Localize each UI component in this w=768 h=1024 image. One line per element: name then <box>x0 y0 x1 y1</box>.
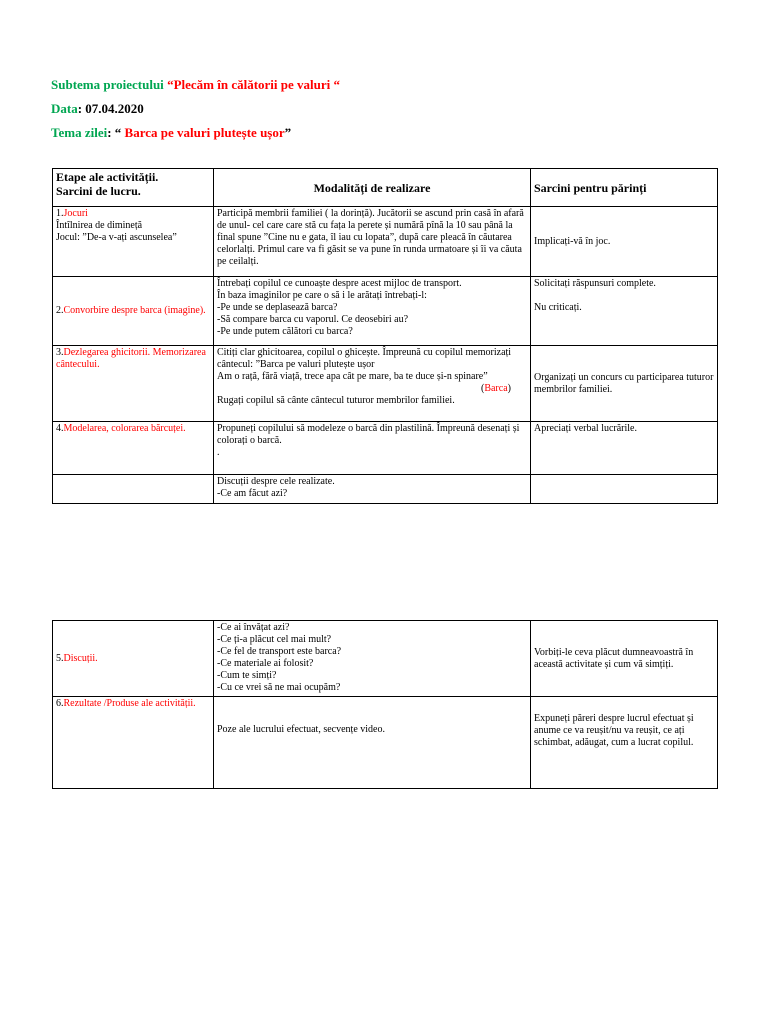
step-number: 6. <box>56 698 64 709</box>
parents-text: Organizați un concurs cu participarea tuturor membrilor familiei. <box>534 371 714 395</box>
step-number: 4. <box>56 423 64 434</box>
header-stages-line1: Etape ale activității. <box>56 170 159 184</box>
date-value: : 07.04.2020 <box>77 101 144 116</box>
methods-line: Discuții despre cele realizate. <box>217 476 335 487</box>
step-number: 2. <box>56 305 64 316</box>
methods-line: -Ce materiale ai folosit? <box>217 658 314 669</box>
methods-end: Rugați copilul să cânte cântecul tuturor membrilor familiei. <box>217 395 455 406</box>
methods-cell <box>214 475 531 504</box>
table-row <box>53 697 718 789</box>
methods-cell <box>214 346 531 422</box>
methods-line: -Cum te simți? <box>217 670 277 681</box>
table-row <box>53 277 718 346</box>
methods-line: -Ce ai învățat azi? <box>217 622 290 633</box>
step-title: Convorbire despre barca (imagine). <box>63 305 206 316</box>
methods-text: Poze ale lucrului efectuat, secvențe video. <box>217 724 385 735</box>
step-detail: Întîlnirea de dimineță <box>56 220 143 231</box>
step-cell <box>53 346 214 422</box>
theme-colon: : “ <box>107 125 125 140</box>
table-row <box>53 207 718 277</box>
step-title: Dezlegarea ghicitorii. Memorizarea cântecului. <box>56 347 206 370</box>
theme-close-quote: ” <box>284 125 292 140</box>
riddle-answer-close: ) <box>507 383 511 394</box>
parents-text: Apreciați verbal lucrările. <box>534 423 637 434</box>
parents-text: Implicați-vă în joc. <box>534 235 611 247</box>
step-number: 3. <box>56 347 64 358</box>
activity-table-1 <box>52 168 718 504</box>
header-stages-line2: Sarcini de lucru. <box>56 184 141 198</box>
subtema-label: Subtema proiectului <box>51 77 168 92</box>
methods-line: -Pe unde putem călători cu barca? <box>217 326 353 337</box>
step-title: Discuții. <box>63 652 98 664</box>
table-row <box>53 346 718 422</box>
methods-line: -Ce ți-a plăcut cel mai mult? <box>217 634 332 645</box>
methods-intro: Citiți clar ghicitoarea, copilul o ghicește. Împreună cu copilul memorizați cântecul: ”Barca pe valuri plutește ușor <box>217 347 512 370</box>
date-line <box>51 101 144 117</box>
step-cell <box>53 277 214 346</box>
parents-cell <box>531 422 718 475</box>
methods-line: În baza imaginilor pe care o să i le arătați întrebați-l: <box>217 290 427 301</box>
theme-label: Tema zilei <box>51 125 108 140</box>
subtema-value: “Plecăm în călătorii pe valuri “ <box>167 77 341 92</box>
header-parents: Sarcini pentru părinți <box>531 169 718 207</box>
methods-line: -Ce fel de transport este barca? <box>217 646 342 657</box>
parents-text: Solicitați răspunsuri complete. <box>534 278 656 289</box>
step-cell <box>53 422 214 475</box>
step-cell <box>53 207 214 277</box>
parents-text: Vorbiți-le ceva plăcut dumneavoastră în această activitate și cum vă simțiți. <box>534 646 694 670</box>
table-header-row <box>53 169 718 207</box>
parents-cell <box>531 207 718 277</box>
methods-line: -Să compare barca cu vaporul. Ce deosebiri au? <box>217 314 409 325</box>
riddle-answer: Barca <box>484 383 508 394</box>
step-title: Jocuri <box>63 208 88 219</box>
step-detail: Jocul: ”De-a v-ați ascunselea” <box>56 232 177 243</box>
methods-cell <box>214 422 531 475</box>
methods-text: Participă membrii familiei ( la dorință). Jucătorii se ascund prin casă în afară de unul- cel care care stă cu fața la perete și numără pînă la 10 sau până la final spune ”Cine nu e gata, îl iau cu lopata”, după care pleacă în căutarea celorlalți. Primul care va fi găsit se va pune în runda urmatoare și îi va căuta pe ceilalți. <box>217 208 524 267</box>
theme-line <box>51 125 291 141</box>
parents-cell <box>531 621 718 697</box>
methods-cell <box>214 621 531 697</box>
table-row <box>53 621 718 697</box>
methods-cell <box>214 277 531 346</box>
methods-cell <box>214 207 531 277</box>
riddle-answer-open: ( <box>480 383 485 394</box>
parents-text: Expuneți păreri despre lucrul efectuat și anume ce va reușit/nu va reușit, ce ați schimbat, adăugat, cum a lucrat copilul. <box>534 713 694 748</box>
step-cell <box>53 697 214 789</box>
activity-table-2 <box>52 620 718 789</box>
parents-cell <box>531 277 718 346</box>
parents-cell <box>531 475 718 504</box>
parents-cell <box>531 697 718 789</box>
step-number: 5. <box>56 652 64 664</box>
header-methods: Modalități de realizare <box>214 169 531 207</box>
step-cell <box>53 621 214 697</box>
methods-line: -Pe unde se deplasează barca? <box>217 302 338 313</box>
methods-cell <box>214 697 531 789</box>
date-label: Data <box>51 101 78 116</box>
step-title: Modelarea, colorarea bărcuței. <box>63 423 186 434</box>
subtema-line <box>51 77 340 93</box>
methods-dot: . <box>217 447 220 458</box>
methods-line: Întrebați copilul ce cunoaște despre acest mijloc de transport. <box>217 278 462 289</box>
table-row <box>53 422 718 475</box>
methods-text: Propuneți copilului să modeleze o barcă din plastilină. Împreună desenați și colorați o barcă. <box>217 423 520 446</box>
step-title: Rezultate /Produse ale activității. <box>63 698 196 709</box>
header-stages <box>53 169 214 207</box>
step-cell <box>53 475 214 504</box>
table-row <box>53 475 718 504</box>
methods-line: -Cu ce vrei să ne mai ocupăm? <box>217 682 341 693</box>
theme-value: Barca pe valuri plutește ușor <box>124 125 285 140</box>
parents-cell <box>531 346 718 422</box>
methods-verse: Am o rață, fără viață, trece apa cât pe mare, ba te duce și-n spinare” <box>217 371 488 382</box>
parents-text: Nu criticați. <box>534 302 582 313</box>
methods-line: -Ce am făcut azi? <box>217 488 288 499</box>
step-number: 1. <box>56 208 64 219</box>
